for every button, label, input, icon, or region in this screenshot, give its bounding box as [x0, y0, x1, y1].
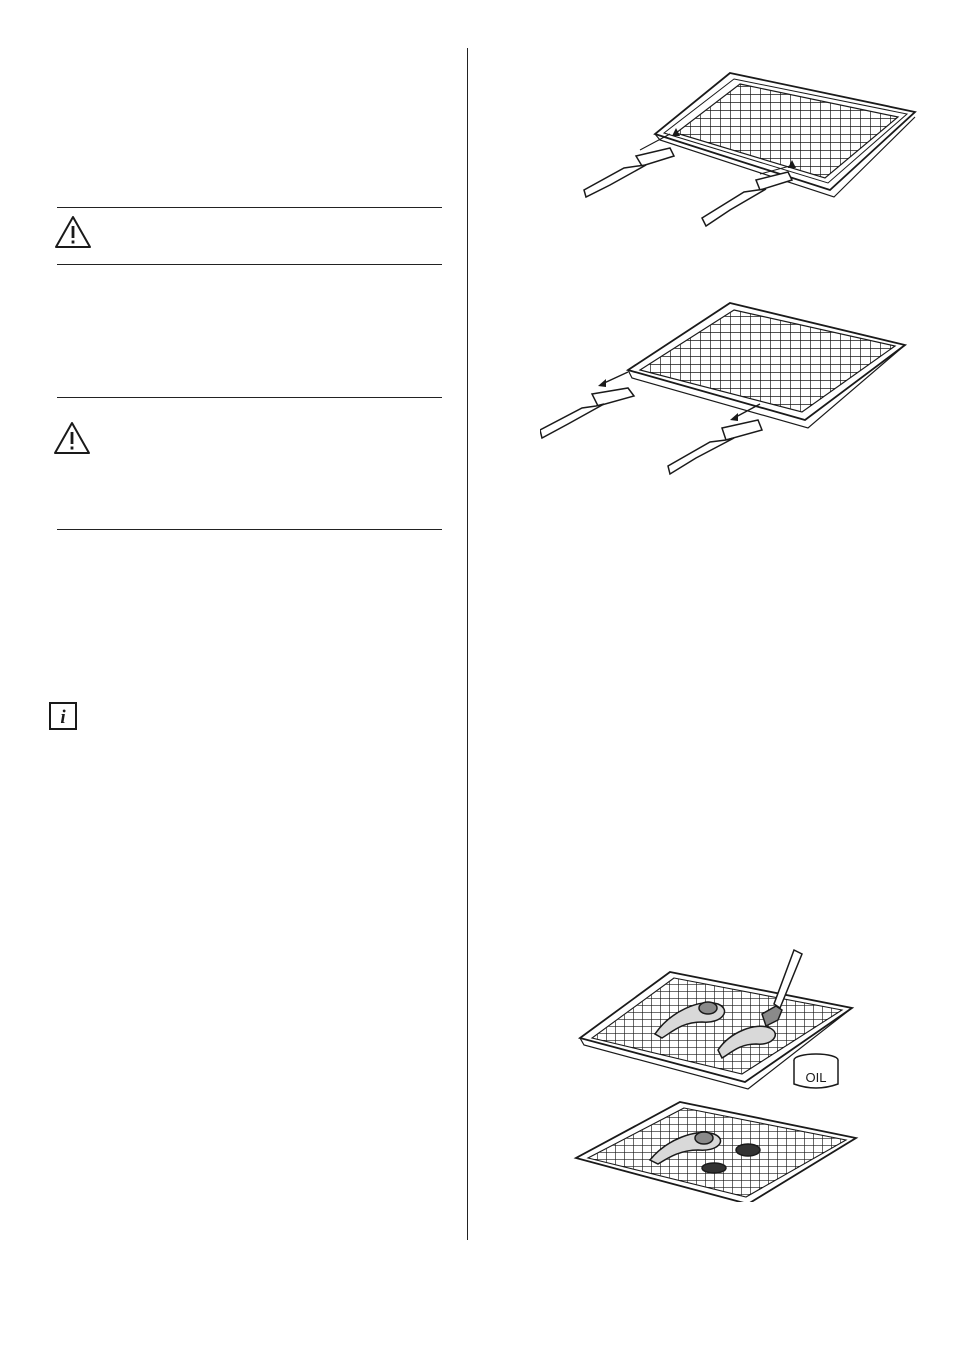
oil-jar-icon: [794, 1054, 838, 1088]
oil-jar-label: OIL: [805, 1070, 827, 1085]
info-icon: [49, 702, 77, 730]
warning-rule-bottom-2: [57, 529, 442, 530]
warning-rule-top-2: [57, 397, 442, 398]
warning-rule-bottom-1: [57, 264, 442, 265]
column-divider: [467, 48, 468, 1240]
warning-rule-top-1: [57, 207, 442, 208]
tray-handles-detach-illustration: [540, 300, 910, 480]
grill-oiling-illustration: [570, 942, 860, 1202]
info-glyph: i: [60, 707, 66, 728]
warning-triangle-icon: [54, 215, 92, 249]
tray-handles-attach-illustration: [580, 70, 925, 240]
warning-triangle-icon: [53, 421, 91, 455]
